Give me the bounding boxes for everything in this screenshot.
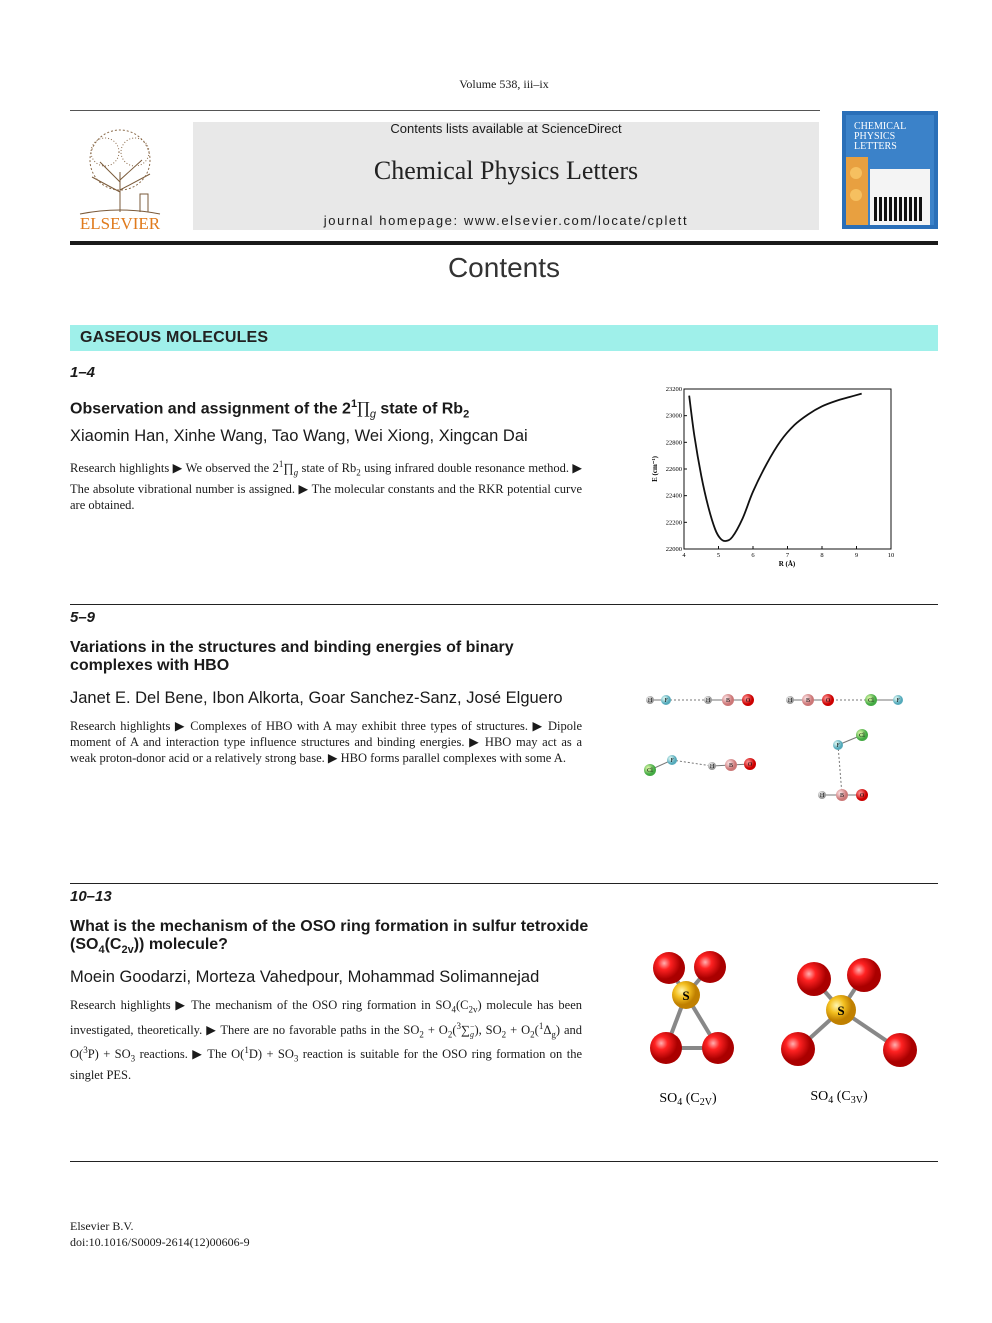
y-tick-label: 22800 [665, 439, 682, 447]
page-title: Contents [447, 252, 561, 283]
svg-text:H: H [709, 764, 715, 770]
x-tick-label: 5 [716, 552, 721, 559]
x-tick-label: 6 [751, 552, 755, 559]
x-tick-label: 8 [820, 552, 824, 559]
article-separator-3 [70, 1161, 938, 1162]
cover-title-line-3: LETTERS [854, 141, 897, 152]
svg-text:O: O [859, 793, 865, 799]
svg-text:B: B [839, 793, 845, 799]
svg-text:B: B [728, 763, 734, 769]
cover-title-line-2: PHYSICS [854, 131, 896, 142]
svg-text:B: B [805, 698, 811, 704]
hbo-complex-structures [636, 683, 916, 813]
y-tick-label: 22400 [665, 492, 682, 500]
potential-energy-chart [640, 380, 910, 575]
y-tick-label: 22000 [665, 546, 682, 553]
footer-publisher: Elsevier B.V. [70, 1219, 134, 1233]
journal-cover-image [842, 111, 938, 229]
article-separator-1 [70, 604, 938, 605]
so4-c3v-label: $SO_4$ $(C_{3V})$ [810, 1089, 868, 1106]
article-3-highlights: Research highlights ▶ The mechanism of the OSO ring formation in $SO_4(C_{2v})$ molecule has been investigated, theoretically. ▶ There are no favorable paths in the $SO_2 + O_2(^3\sum$ − g ), $SO_2 + O_2(^1\Delta_g)$ and $O(^3P) + SO_3$ reactions. ▶ The $O(^1D) + SO_3$ reaction is suitable for the OSO ring formation on the singlet PES. [70, 998, 583, 1082]
y-tick-label: 23000 [665, 412, 682, 420]
article-1-title[interactable]: Observation and assignment of the $2^1\prod_g$ state of $Rb_2$ [70, 398, 470, 421]
y-tick-label: 22600 [665, 466, 682, 473]
header-thick-rule [70, 241, 938, 245]
x-tick-label: 9 [854, 552, 859, 559]
article-2-highlights: Research highlights ▶ Complexes of HBO with A may exhibit three types of structures. ▶ Dipole moment of A and interaction type influence structures and binding energies. ▶ HBO may act as a weak proton-donor acid or a relatively strong base. ▶ HBO forms parallel complexes with some A. [70, 719, 582, 765]
so4-c2v-label: $SO_4$ $(C_{2V})$ [659, 1091, 717, 1108]
section-heading: GASEOUS MOLECULES [80, 329, 269, 346]
svg-text:O: O [747, 762, 753, 768]
svg-text:H: H [647, 698, 653, 704]
article-1-pages: 1–4 [70, 364, 96, 381]
svg-text:Cl: Cl [859, 733, 865, 739]
article-3-title[interactable]: What is the mechanism of the OSO ring formation in sulfur tetroxide $(SO_4(C_{2v}))$ molecule? [70, 918, 589, 957]
svg-text:Cl: Cl [647, 768, 653, 774]
svg-text:H: H [705, 698, 711, 704]
header-rule [70, 110, 820, 111]
so4-structures [636, 945, 926, 1110]
y-tick-label: 23200 [665, 386, 682, 393]
article-2-pages: 5–9 [70, 609, 96, 626]
elsevier-logo [70, 122, 170, 232]
svg-text:O: O [745, 698, 751, 704]
article-2-title[interactable]: Variations in the structures and binding energies of binary complexes with HBO [70, 639, 514, 674]
x-tick-label: 7 [785, 552, 790, 559]
article-1-authors: Xiaomin Han, Xinhe Wang, Tao Wang, Wei Xiong, Xingcan Dai [70, 427, 528, 445]
svg-text:B: B [725, 698, 731, 704]
elsevier-wordmark: ELSEVIER [79, 214, 161, 232]
svg-text:F: F [670, 758, 674, 764]
svg-text:Cl: Cl [868, 698, 874, 704]
volume-info: Volume 538, iii–ix [459, 77, 549, 91]
svg-text:F: F [664, 698, 668, 704]
article-2-authors: Janet E. Del Bene, Ibon Alkorta, Goar Sanchez-Sanz, José Elguero [70, 689, 563, 707]
journal-title: Chemical Physics Letters [373, 156, 639, 185]
svg-text:O: O [825, 698, 831, 704]
x-tick-label: 4 [682, 552, 686, 559]
journal-homepage-link[interactable]: journal homepage: www.elsevier.com/locate/cplett [323, 213, 689, 228]
x-tick-label: 10 [887, 552, 895, 559]
svg-text:F: F [896, 698, 900, 704]
article-separator-2 [70, 883, 938, 884]
article-3-authors: Moein Goodarzi, Morteza Vahedpour, Mohammad Solimannejad [70, 968, 540, 986]
svg-text:H: H [819, 793, 825, 799]
footer [70, 1218, 250, 1250]
article-1-highlights: Research highlights ▶ We observed the $2^1\prod_g$ state of $Rb_2$ using infrared double resonance method. ▶ The absolute vibrational number is assigned. ▶ The molecular constants and the RKR potential curve are obtained. [70, 459, 582, 512]
article-3-pages: 10–13 [70, 888, 112, 905]
svg-text:S: S [682, 988, 690, 1003]
sciencedirect-link[interactable]: Contents lists available at ScienceDirect [390, 121, 622, 136]
svg-text:H: H [787, 698, 793, 704]
y-tick-label: 22200 [665, 519, 682, 527]
plot-frame [684, 389, 891, 549]
series-line-rkr [689, 394, 862, 541]
svg-text:S: S [837, 1003, 845, 1018]
footer-doi[interactable]: doi:10.1016/S0009-2614(12)00606-9 [70, 1235, 250, 1249]
cover-title-line-1: CHEMICAL [854, 121, 907, 132]
x-axis-label: R (Å) [778, 560, 796, 568]
y-axis-label: E (cm⁻¹) [651, 456, 659, 482]
svg-text:F: F [836, 743, 840, 749]
